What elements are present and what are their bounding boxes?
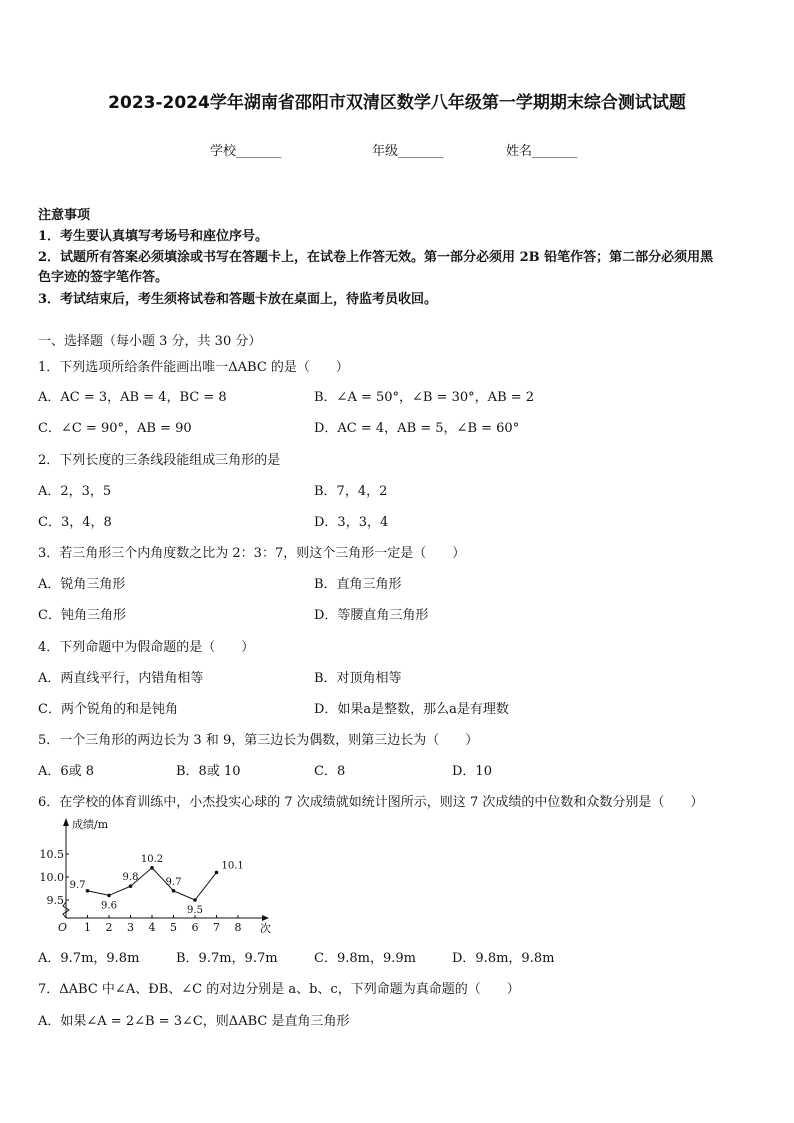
- y-tick-label: 10.5: [39, 848, 64, 861]
- q1-option-d: D．AC = 4，AB = 5，∠B = 60°: [314, 421, 520, 436]
- x-tick-label: 5: [170, 921, 177, 934]
- q3-option-c: C．钝角三角形: [38, 608, 126, 623]
- question-2-stem: 2．下列长度的三条线段能组成三角形的是: [38, 453, 281, 468]
- question-6-stem: 6．在学校的体育训练中，小杰投实心球的 7 次成绩就如统计图所示，则这 7 次成绩的中位数和众数分别是（ ）: [38, 795, 704, 810]
- x-tick-label: 2: [105, 921, 113, 934]
- chart-svg: [36, 812, 276, 940]
- q6-option-a: A．9.7m，9.8m: [38, 951, 140, 966]
- data-label: 9.6: [101, 900, 117, 912]
- data-point: [86, 889, 90, 893]
- q6-option-d: D．9.8m，9.8m: [452, 951, 555, 966]
- data-point: [129, 884, 133, 888]
- data-point: [215, 871, 219, 875]
- q2-option-d: D．3，3，4: [314, 515, 389, 530]
- note-item: 2．试题所有答案必须填涂或书写在答题卡上，在试卷上作答无效。第一部分必须用 2B 铅笔作答；第二部分必须用黑: [38, 250, 714, 265]
- q5-option-c: C．8: [314, 764, 346, 779]
- series-line: [88, 868, 217, 900]
- data-label: 9.8: [122, 872, 139, 884]
- q1-option-a: A．AC = 3，AB = 4，BC = 8: [38, 390, 227, 405]
- data-label: 9.5: [187, 905, 203, 916]
- q5-option-d: D．10: [452, 764, 492, 779]
- data-label: 10.1: [221, 860, 244, 872]
- q3-option-b: B．直角三角形: [314, 577, 402, 592]
- note-item: 3．考试结束后，考生须将试卷和答题卡放在桌面上，待监考员收回。: [38, 292, 438, 307]
- q3-option-a: A．锐角三角形: [38, 577, 126, 592]
- data-point: [150, 866, 154, 870]
- q1-option-c: C．∠C = 90°，AB = 90: [38, 421, 192, 436]
- q5-option-b: B．8或 10: [176, 764, 241, 779]
- q5-option-a: A．6或 8: [38, 764, 95, 779]
- question-4-stem: 4．下列命题中为假命题的是（ ）: [38, 640, 255, 655]
- school-field: 学校_______: [210, 144, 282, 159]
- q4-option-c: C．两个锐角的和是钝角: [38, 702, 178, 717]
- score-line-chart: [36, 812, 276, 940]
- data-label: 9.7: [165, 876, 182, 888]
- q4-option-a: A．两直线平行，内错角相等: [38, 671, 204, 686]
- x-tick-label: 8: [234, 921, 242, 934]
- y-tick-label: 9.5: [46, 894, 64, 907]
- exam-title: 2023-2024学年湖南省邵阳市双清区数学八年级第一学期期末综合测试试题: [108, 93, 686, 113]
- x-tick-label: 7: [213, 921, 220, 934]
- name-field: 姓名_______: [506, 144, 578, 159]
- question-5-stem: 5．一个三角形的两边长为 3 和 9，第三边长为偶数，则第三边长为（ ）: [38, 733, 479, 748]
- x-tick-label: 4: [148, 921, 156, 934]
- q2-option-c: C．3，4，8: [38, 515, 112, 530]
- question-1-stem: 1．下列选项所给条件能画出唯一ΔABC 的是（ ）: [38, 360, 349, 375]
- x-axis-label: 次: [260, 922, 271, 935]
- grade-field: 年级_______: [372, 144, 444, 159]
- q2-option-a: A．2，3，5: [38, 484, 112, 499]
- q6-option-b: B．9.7m，9.7m: [176, 951, 278, 966]
- q3-option-d: D．等腰直角三角形: [314, 608, 429, 623]
- q1-option-b: B．∠A = 50°，∠B = 30°，AB = 2: [314, 390, 535, 405]
- y-axis-label: 成绩/m: [72, 818, 109, 831]
- data-point: [193, 898, 197, 902]
- x-tick-label: 6: [191, 921, 199, 934]
- q2-option-b: B．7，4，2: [314, 484, 388, 499]
- notes-heading: 注意事项: [38, 208, 91, 223]
- question-3-stem: 3．若三角形三个内角度数之比为 2：3：7，则这个三角形一定是（ ）: [38, 546, 466, 561]
- q4-option-d: D．如果a是整数，那么a是有理数: [314, 702, 509, 717]
- note-item: 1．考生要认真填写考场号和座位序号。: [38, 229, 269, 244]
- data-label: 10.2: [140, 853, 164, 865]
- q6-option-c: C．9.8m，9.9m: [314, 951, 416, 966]
- x-axis-arrow: [262, 915, 269, 921]
- data-label: 9.7: [69, 879, 86, 891]
- y-tick-label: 10.0: [39, 871, 64, 884]
- data-point: [172, 889, 176, 893]
- question-7-stem: 7．ΔABC 中∠A、ÐB、∠C 的对边分别是 a、b、c，下列命题为真命题的（ ）: [38, 982, 520, 997]
- y-axis-arrow: [63, 818, 69, 826]
- section-heading: 一、选择题（每小题 3 分，共 30 分）: [38, 334, 262, 349]
- note-item: 色字迹的签字笔作答。: [38, 270, 169, 285]
- q4-option-b: B．对顶角相等: [314, 671, 402, 686]
- x-tick-label: 1: [84, 921, 91, 934]
- x-tick-label: 3: [127, 921, 134, 934]
- q7-option-a: A．如果∠A = 2∠B = 3∠C，则ΔABC 是直角三角形: [38, 1014, 350, 1029]
- origin-label: O: [58, 921, 68, 934]
- data-point: [107, 894, 111, 898]
